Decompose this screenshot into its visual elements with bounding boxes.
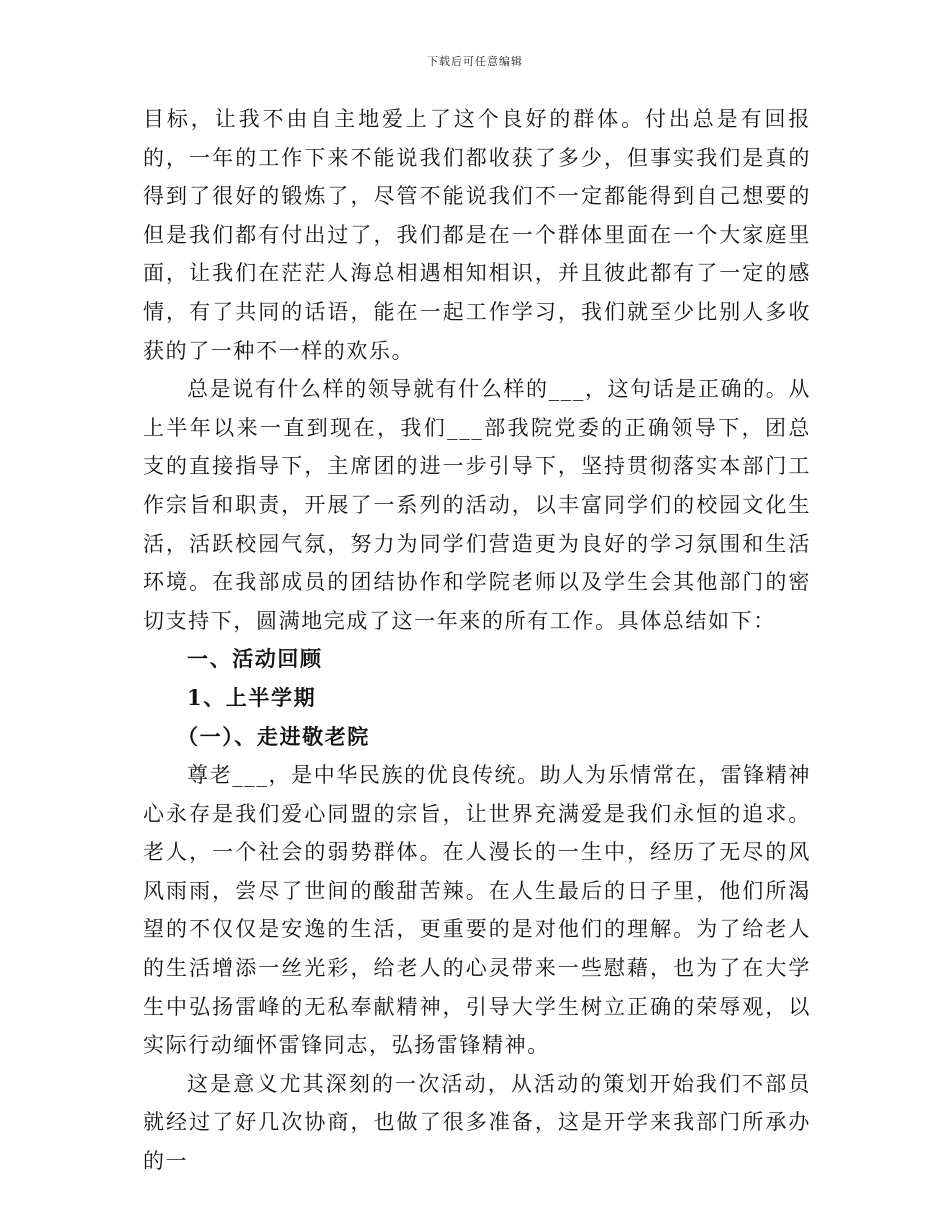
page-header: 下载后可任意编辑: [427, 55, 523, 68]
document-body: [143, 100, 811, 1181]
paragraph-1: 目标，让我不由自主地爱上了这个良好的群体。付出总是有回报的，一年的工作下来不能说我们都收获了多少，但事实我们是真的得到了很好的锻炼了，尽管不能说我们不一定都能得到自己想要的但是我们都有付出过了，我们都是在一个群体里面在一个大家庭里面，让我们在茫茫人海总相遇相知相识，并且彼此都有了一定的感情，有了共同的话语，能在一起工作学习，我们就至少比别人多收获的了一种不一样的欢乐。: [143, 107, 811, 363]
paragraph-4: 这是意义尤其深刻的一次活动，从活动的策划开始我们不部员就经过了好几次协商，也做了很多准备，这是开学来我部门所承办的一: [143, 1071, 811, 1174]
item-heading: （一）、走进敬老院: [177, 723, 370, 749]
paragraph-3: 尊老___，是中华民族的优良传统。助人为乐情常在，雷锋精神心永存是我们爱心同盟的宗旨，让世界充满爱是我们永恒的追求。老人，一个社会的弱势群体。在人漫长的一生中，经历了无尽的风风雨雨，尝尽了世间的酸甜苦辣。在人生最后的日子里，他们所渴望的不仅仅是安逸的生活，更重要的是对他们的理解。为了给老人的生活增添一丝光彩，给老人的心灵带来一些慰藉，也为了在大学生中弘扬雷峰的无私奉献精神，引导大学生树立正确的荣辱观，以实际行动缅怀雷锋同志，弘扬雷锋精神。: [143, 763, 811, 1058]
paragraph-2: 总是说有什么样的领导就有什么样的___，这句话是正确的。从上半年以来一直到现在，我们___部我院党委的正确领导下，团总支的直接指导下，主席团的进一步引导下，坚持贯彻落实本部门工作宗旨和职责，开展了一系列的活动，以丰富同学们的校园文化生活，活跃校园气氛，努力为同学们营造更为良好的学习氛围和生活环境。在我部成员的团结协作和学院老师以及学生会其他部门的密切支持下，圆满地完成了这一年来的所有工作。具体总结如下：: [143, 377, 811, 633]
section-heading: 一、活动回顾: [187, 646, 323, 672]
subsection-heading: 1、上半学期: [187, 684, 317, 710]
